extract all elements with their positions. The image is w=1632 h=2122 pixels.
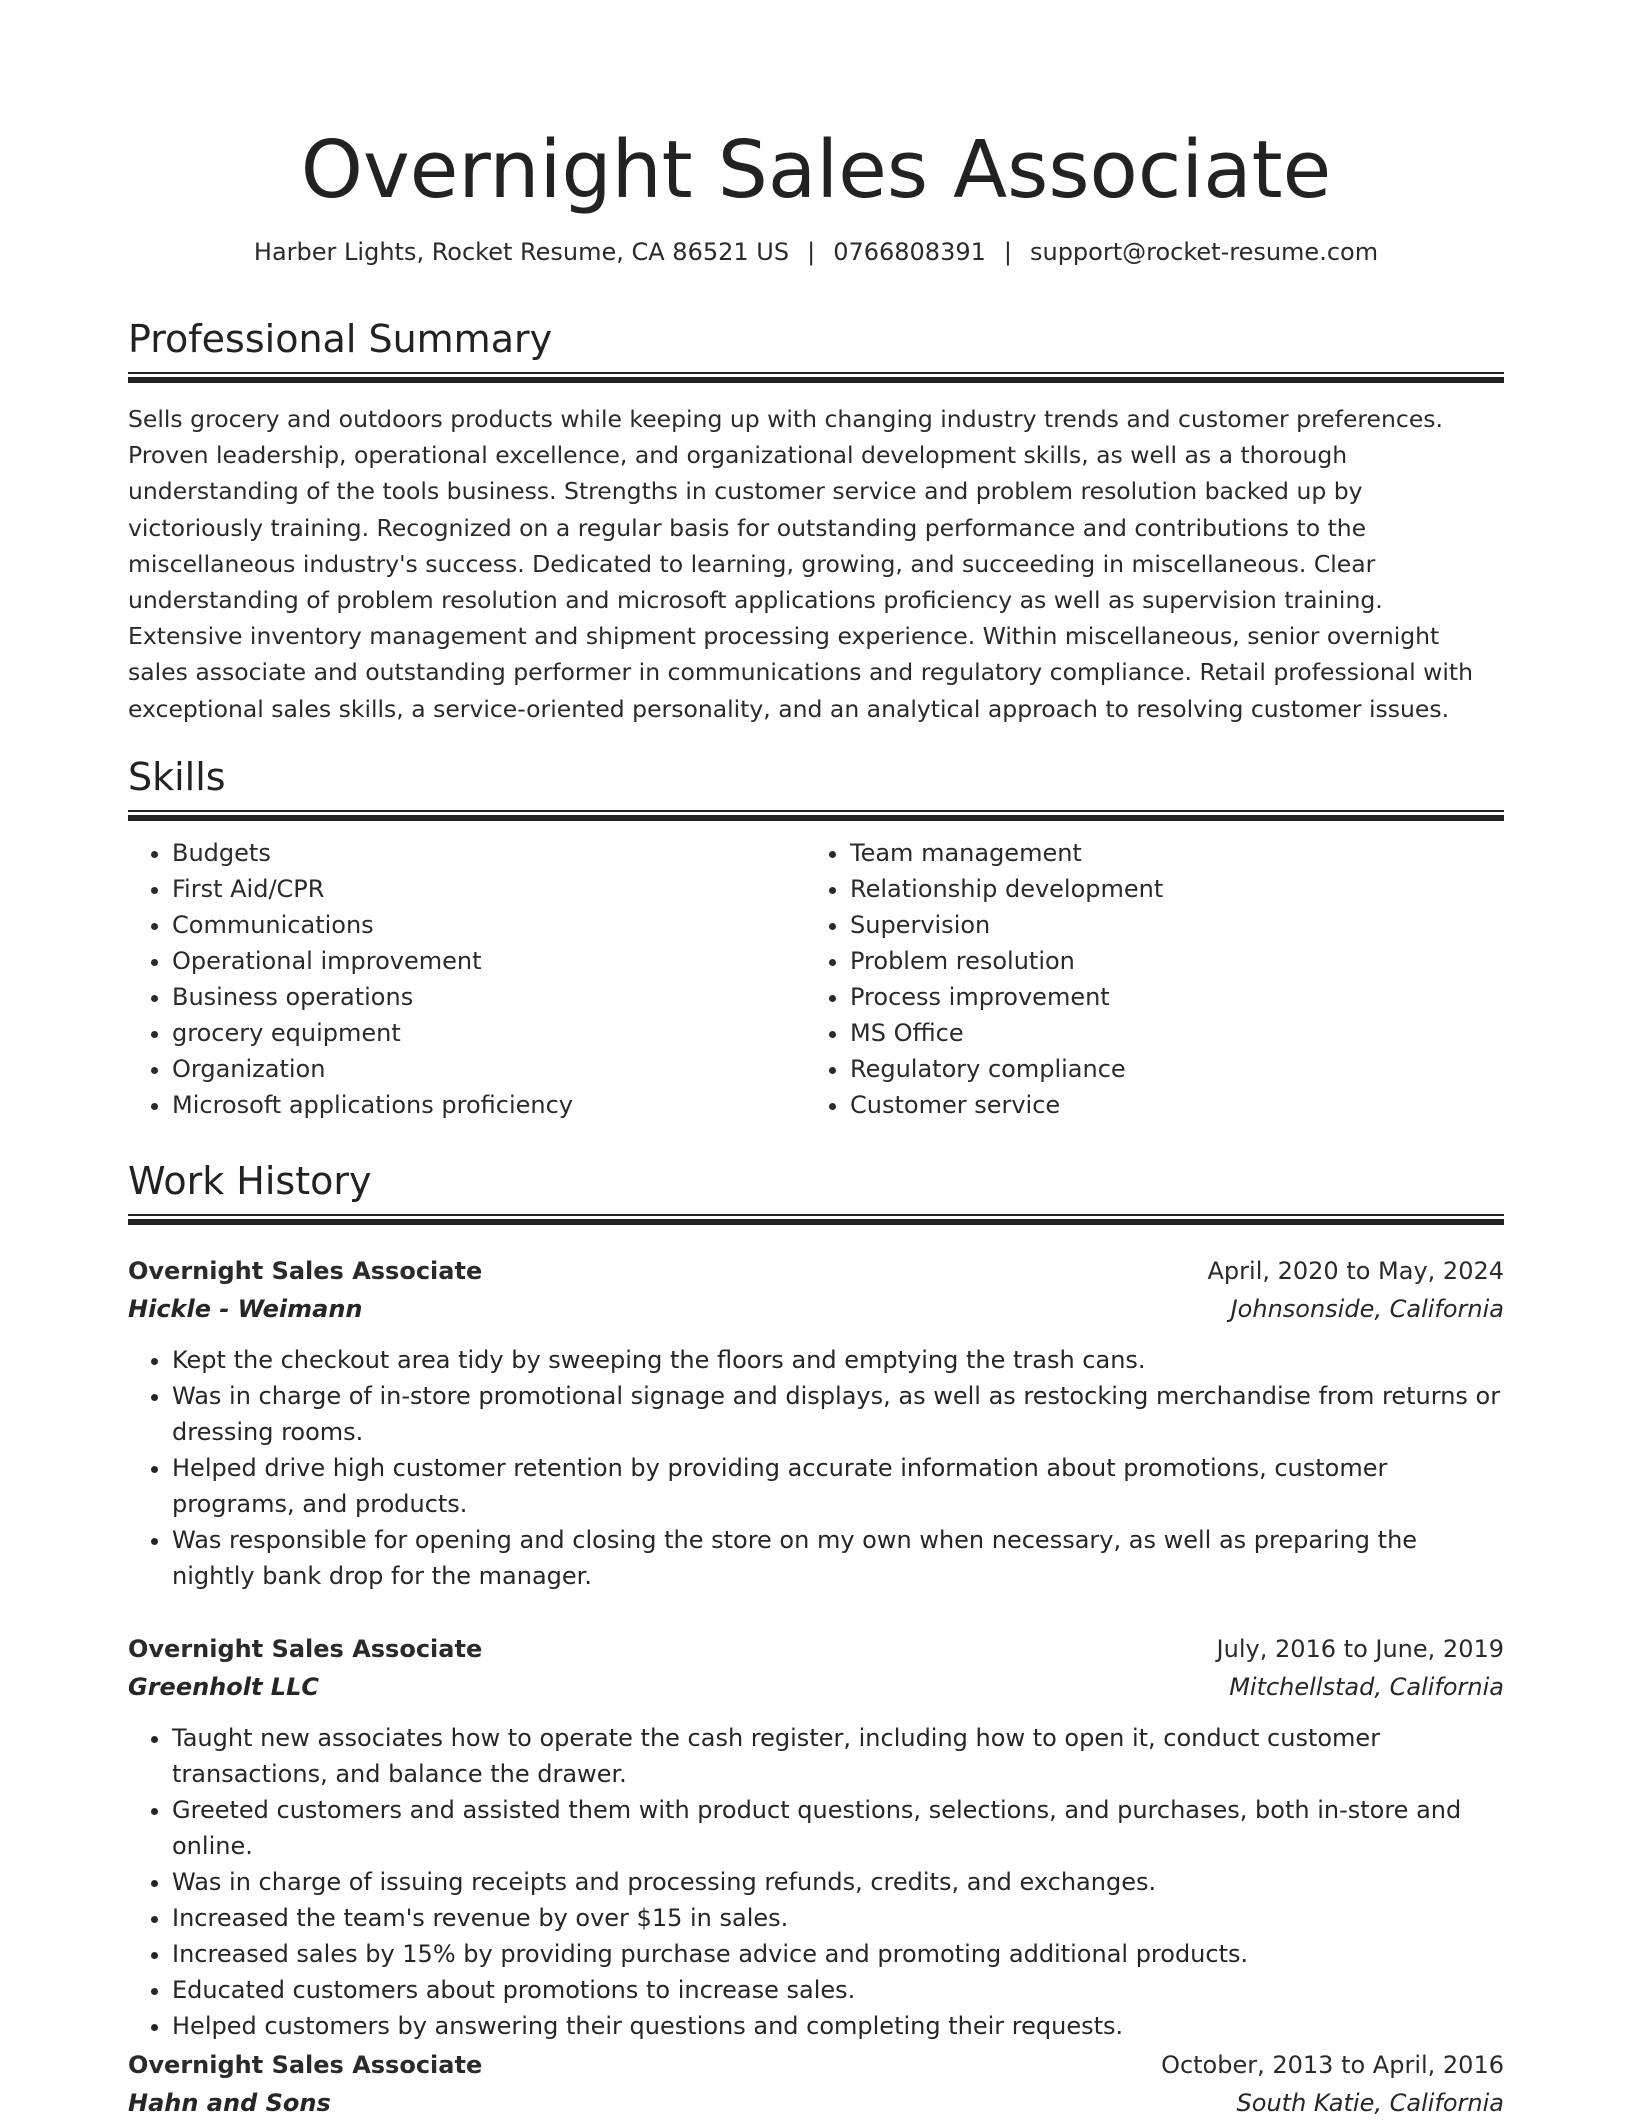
skill-item: • grocery equipment xyxy=(172,1015,806,1051)
job-bullet: • Increased sales by 15% by providing purchase advice and promoting additional products. xyxy=(172,1936,1504,1972)
section-title-summary: Professional Summary xyxy=(128,317,553,361)
contact-separator: | xyxy=(1003,238,1012,266)
job-dates: April, 2020 to May, 2024 xyxy=(1207,1257,1504,1285)
job-company-row xyxy=(128,2084,1504,2122)
skill-item: • MS Office xyxy=(850,1015,1484,1051)
job-bullet: • Was in charge of in-store promotional signage and displays, as well as restocking merchandise from returns or dressing rooms. xyxy=(172,1378,1504,1450)
section-divider xyxy=(128,372,1504,383)
contact-separator: | xyxy=(807,238,816,266)
candidate-name: Overnight Sales Associate xyxy=(300,124,1332,216)
skill-item: • First Aid/CPR xyxy=(172,871,806,907)
job-company: Hickle - Weimann xyxy=(128,1295,363,1323)
skill-item: • Regulatory compliance xyxy=(850,1051,1484,1087)
job-bullet: • Taught new associates how to operate the cash register, including how to open it, conduct customer transactions, and balance the drawer. xyxy=(172,1720,1504,1792)
job-company: Hahn and Sons xyxy=(128,2089,331,2117)
skills-list-right xyxy=(806,835,1484,1123)
section-title-skills: Skills xyxy=(128,755,226,799)
job-bullet: • Kept the checkout area tidy by sweeping the floors and emptying the trash cans. xyxy=(172,1342,1504,1378)
job-bullets xyxy=(128,1720,1504,2044)
skill-item: • Relationship development xyxy=(850,871,1484,907)
job-dates: July, 2016 to June, 2019 xyxy=(1216,1635,1504,1663)
skills-columns xyxy=(128,835,1504,1123)
contact-phone: 0766808391 xyxy=(833,238,986,266)
job-header-row xyxy=(128,1630,1504,1668)
skill-item: • Communications xyxy=(172,907,806,943)
job-location: Johnsonside, California xyxy=(1230,1295,1504,1323)
job-bullet: • Educated customers about promotions to increase sales. xyxy=(172,1972,1504,2008)
job-bullet: • Helped customers by answering their questions and completing their requests. xyxy=(172,2008,1504,2044)
summary-text: Sells grocery and outdoors products while keeping up with changing industry trends and customer preferences. Proven leadership, operational excellence, and organizational development skills, as well as a thorough understanding of the tools business. Strengths in customer service and problem resolution backed up by victoriously training. Recognized on a regular basis for outstanding performance and contributions to the miscellaneous industry's success. Dedicated to learning, growing, and succeeding in miscellaneous. Clear understanding of problem resolution and microsoft applications proficiency as well as supervision training. Extensive inventory management and shipment processing experience. Within miscellaneous, senior overnight sales associate and outstanding performer in communications and regulatory compliance. Retail professional with exceptional sales skills, a service-oriented personality, and an analytical approach to resolving customer issues. xyxy=(128,405,1474,723)
skill-item: • Supervision xyxy=(850,907,1484,943)
skills-list-left xyxy=(128,835,806,1123)
job-company: Greenholt LLC xyxy=(128,1673,320,1701)
job-location: Mitchellstad, California xyxy=(1229,1673,1504,1701)
skills-section xyxy=(128,754,1504,1123)
skill-item: • Business operations xyxy=(172,979,806,1015)
job-header-row xyxy=(128,1252,1504,1290)
job-dates: October, 2013 to April, 2016 xyxy=(1161,2051,1504,2079)
job-title: Overnight Sales Associate xyxy=(128,2051,483,2079)
skill-item: • Customer service xyxy=(850,1087,1484,1123)
job-header-row xyxy=(128,2046,1504,2084)
section-divider xyxy=(128,810,1504,821)
job-title: Overnight Sales Associate xyxy=(128,1635,483,1663)
work-history-section xyxy=(128,1158,1504,1225)
skill-item: • Budgets xyxy=(172,835,806,871)
job-bullet: • Increased the team's revenue by over $15 in sales. xyxy=(172,1900,1504,1936)
contact-email: support@rocket-resume.com xyxy=(1029,238,1379,266)
skill-item: • Team management xyxy=(850,835,1484,871)
job-bullet: • Helped drive high customer retention by providing accurate information about promotions, customer programs, and products. xyxy=(172,1450,1504,1522)
job-location: South Katie, California xyxy=(1236,2089,1504,2117)
job-bullets xyxy=(128,1342,1504,1594)
job-bullet: • Was in charge of issuing receipts and processing refunds, credits, and exchanges. xyxy=(172,1864,1504,1900)
contact-address: Harber Lights, Rocket Resume, CA 86521 US xyxy=(253,238,790,266)
job-bullet: • Greeted customers and assisted them with product questions, selections, and purchases, both in-store and online. xyxy=(172,1792,1504,1864)
summary-section xyxy=(128,316,1504,727)
job-company-row xyxy=(128,1290,1504,1328)
skill-item: • Process improvement xyxy=(850,979,1484,1015)
job-entry xyxy=(128,1252,1504,1610)
skill-item: • Organization xyxy=(172,1051,806,1087)
skill-item: • Microsoft applications proficiency xyxy=(172,1087,806,1123)
resume-page xyxy=(128,0,1504,2117)
contact-line xyxy=(128,236,1504,268)
section-title-work-history: Work History xyxy=(128,1159,372,1203)
job-bullet: • Was responsible for opening and closing the store on my own when necessary, as well as preparing the nightly bank drop for the manager. xyxy=(172,1522,1504,1594)
job-entry xyxy=(128,2046,1504,2122)
job-company-row xyxy=(128,1668,1504,1706)
skill-item: • Problem resolution xyxy=(850,943,1484,979)
skill-item: • Operational improvement xyxy=(172,943,806,979)
job-title: Overnight Sales Associate xyxy=(128,1257,483,1285)
section-divider xyxy=(128,1214,1504,1225)
job-entry xyxy=(128,1630,1504,2060)
